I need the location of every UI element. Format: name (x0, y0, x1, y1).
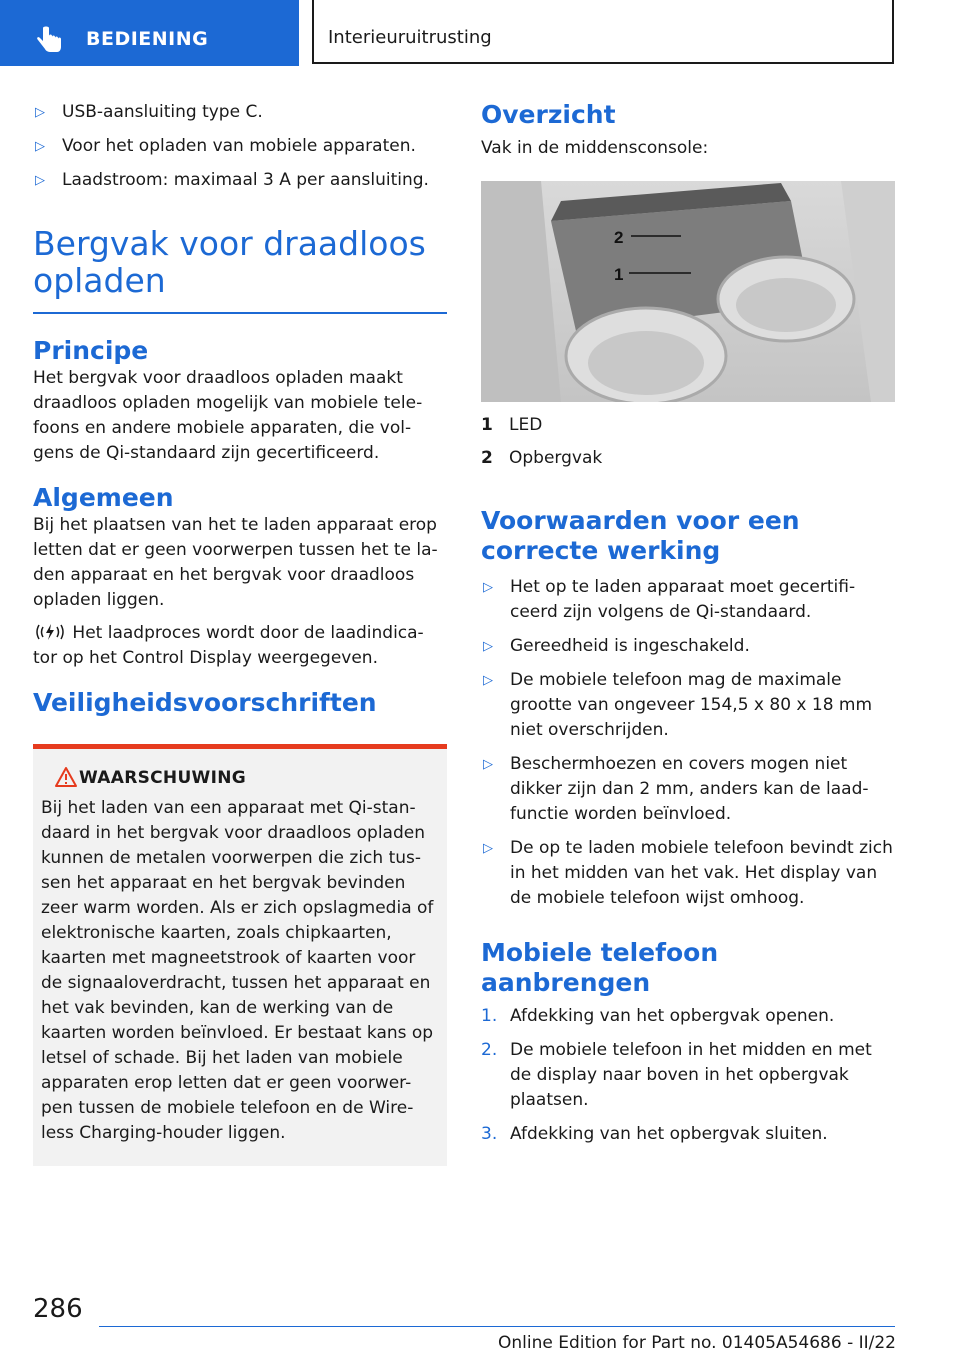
warning-text: Bij het laden van een apparaat met Qi-stan-daard in het bergvak voor draadloos opladen kunnen de metalen voorwerpen die zich tus-sen het apparaat en het bergvak bevinden zeer warm worden. Als er zich opslagmedia of elektronische kaarten, zoals chipkaarten, kaarten met magneetstrook of kaarten voor de signaaloverdracht, tussen het apparaat en het vak bevinden, kan de werking van de kaarten worden beïnvloed. Er bestaat kans op letsel of schade. Bij het laden van mobiele apparaten erop letten dat er geen voorwer-pen tussen de mobiele telefoon en de Wire-less Charging-houder liggen. (41, 798, 434, 1143)
algemeen-icon-text: Het laadproces wordt door de laadindica-tor op het Control Display weergegeven. (33, 623, 424, 668)
triangle-bullet-icon: ▷ (35, 173, 45, 188)
chapter-label: BEDIENING (86, 28, 209, 50)
triangle-bullet-icon: ▷ (35, 105, 45, 120)
right-lower (481, 506, 895, 1156)
wireless-charging-icon (33, 622, 67, 642)
principe-text: Het bergvak voor draadloos opladen maakt draadloos opladen mogelijk van mobiele tele-foons en andere mobiele apparaten, die vol-gens de Qi-standaard zijn gecertificeerd. (33, 368, 423, 463)
list-item: ▷ Gereedheid is ingeschakeld. (481, 634, 895, 659)
photo-label: 2 (614, 228, 624, 247)
warning-title: WAARSCHUWING (79, 768, 247, 788)
right-column (481, 100, 895, 161)
list-item: 2. De mobiele telefoon in het midden en met de display naar boven in het opbergvak plaatsen. (481, 1040, 872, 1110)
hand-pointer-icon (34, 26, 64, 54)
list-item: ▷ De op te laden mobiele telefoon bevindt zich in het midden van het vak. Het display van de mobiele telefoon wijst omhoog. (483, 838, 893, 908)
list-item: 3. Afdekking van het opbergvak sluiten. (481, 1124, 828, 1144)
page-title: Bergvak voor draadloos opladen (33, 224, 426, 300)
heading-aanbrengen: Mobiele telefoon aanbrengen (481, 938, 719, 997)
algemeen-text: Bij het plaatsen van het te laden apparaat erop letten dat er geen voorwerpen tussen het te la-den apparaat en het bergvak voor draadloos opladen liggen. (33, 515, 438, 610)
triangle-bullet-icon: ▷ (35, 139, 45, 154)
heading-algemeen: Algemeen (33, 483, 174, 512)
warning-box (33, 744, 447, 1166)
list-item: ▷ USB-aansluiting type C. (33, 100, 447, 125)
warning-triangle-icon (54, 766, 78, 788)
triangle-bullet-icon: ▷ (483, 580, 493, 595)
heading-veiligheid: Veiligheidsvoorschriften (33, 688, 377, 717)
heading-principe: Principe (33, 336, 149, 365)
list-item: ▷ De mobiele telefoon mag de maximale grootte van ongeveer 154,5 x 80 x 18 mm niet overschrijden. (483, 670, 873, 740)
list-item: ▷ Laadstroom: maximaal 3 A per aansluiting. (33, 168, 447, 193)
overzicht-text: Vak in de middensconsole: (481, 138, 709, 158)
list-item: ▷ Beschermhoezen en covers mogen niet dikker zijn dan 2 mm, anders kan de laad-functie worden beïnvloed. (483, 754, 869, 824)
footer-rule (99, 1326, 895, 1327)
chapter-tab[interactable] (0, 0, 299, 66)
triangle-bullet-icon: ▷ (483, 639, 493, 654)
section-title: Interieuruitrusting (328, 27, 492, 48)
list-item: ▷ Het op te laden apparaat moet gecertifi-ceerd zijn volgens de Qi-standaard. (483, 577, 856, 622)
heading-voorwaarden: Voorwaarden voor een correcte werking (481, 506, 800, 565)
photo-label: 1 (614, 265, 624, 284)
triangle-bullet-icon: ▷ (483, 757, 493, 772)
list-item: ▷ Voor het opladen van mobiele apparaten. (33, 134, 447, 159)
footer-edition[interactable]: Online Edition for Part no. 01405A54686 - II/22 (497, 1333, 896, 1353)
section-header (312, 0, 894, 64)
heading-overzicht: Overzicht (481, 100, 616, 129)
triangle-bullet-icon: ▷ (483, 841, 493, 856)
triangle-bullet-icon: ▷ (483, 673, 493, 688)
list-item: 1. Afdekking van het opbergvak openen. (481, 1006, 835, 1026)
page-number: 286 (33, 1294, 83, 1324)
console-photo (481, 181, 895, 402)
left-column (33, 100, 447, 1166)
